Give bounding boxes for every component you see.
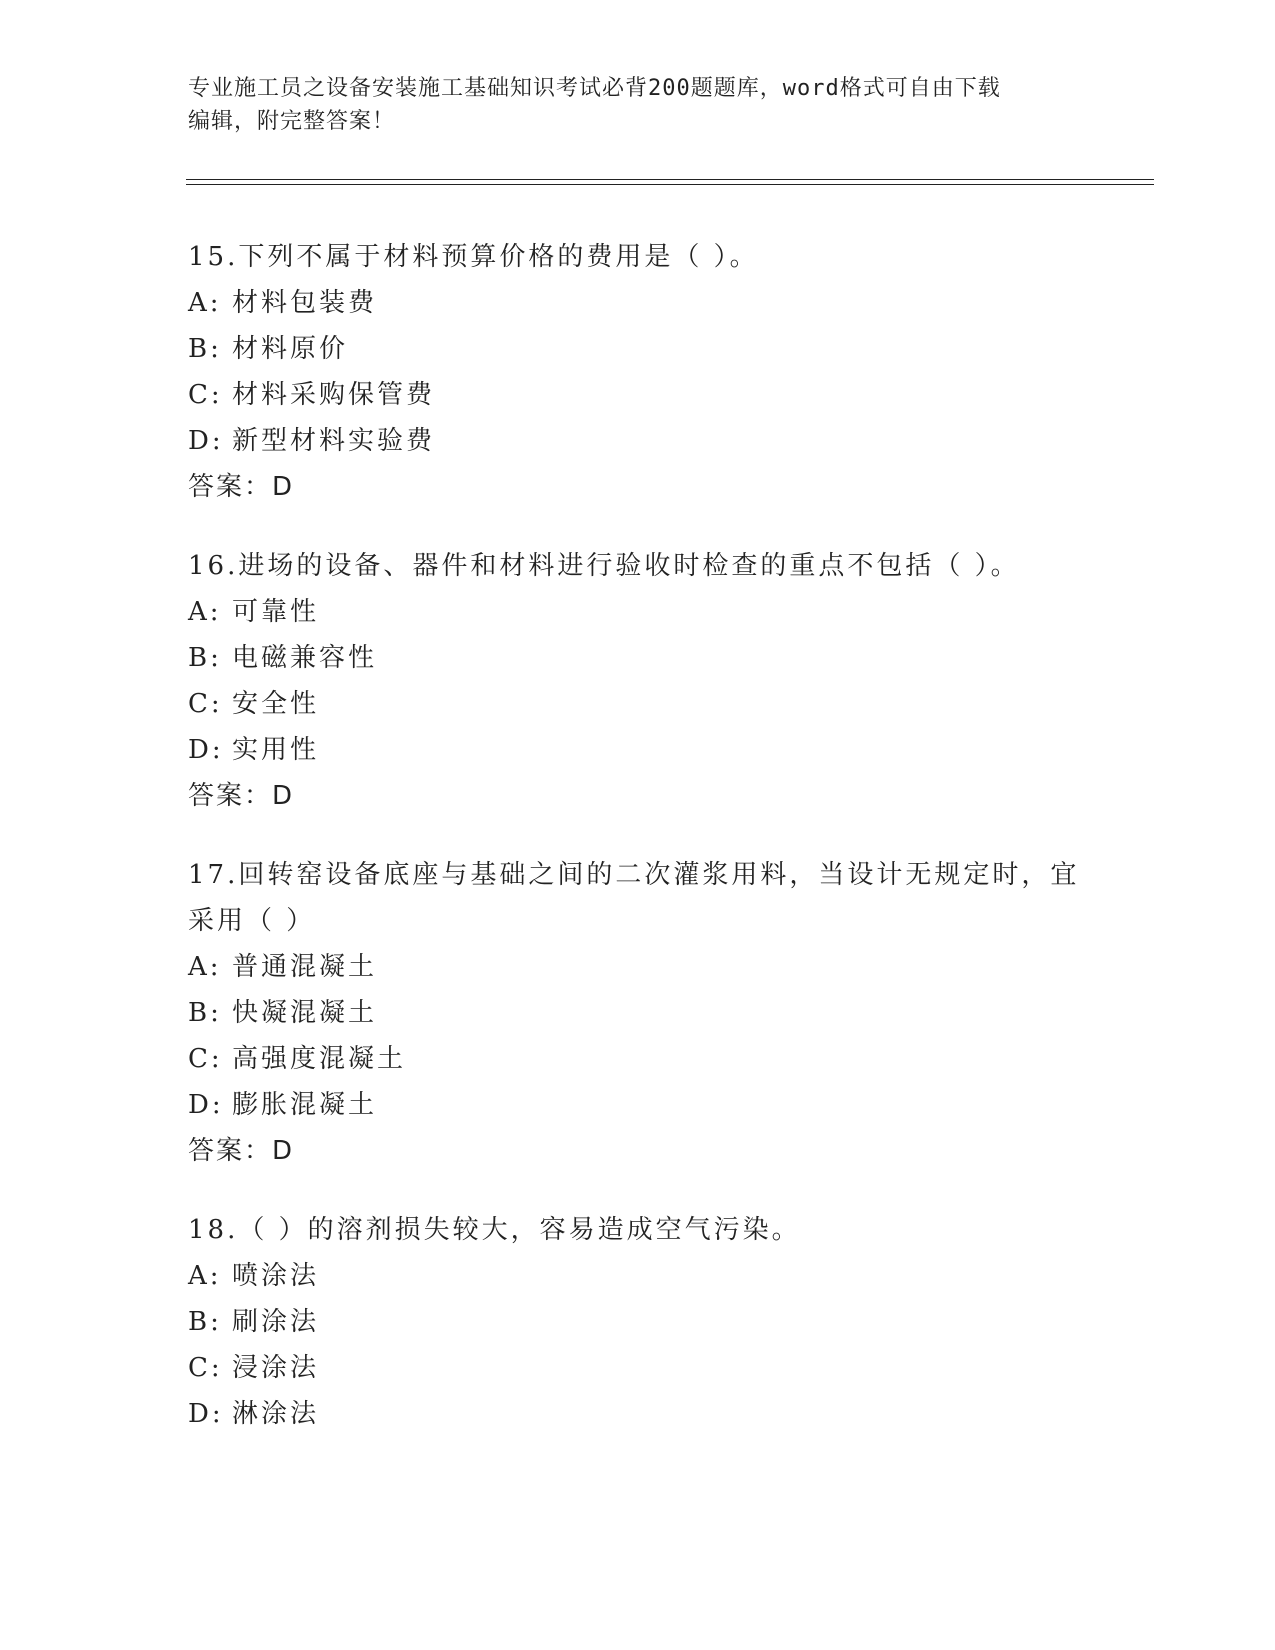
option-c bbox=[188, 372, 1088, 418]
option-b bbox=[188, 1299, 1088, 1345]
option-c bbox=[188, 1036, 1088, 1082]
option-text: 淋涂法 bbox=[232, 1399, 320, 1429]
option-text: 膨胀混凝土 bbox=[232, 1090, 378, 1120]
option-d bbox=[188, 1391, 1088, 1437]
option-key: A: bbox=[188, 597, 222, 627]
header-divider-bottom bbox=[186, 184, 1154, 185]
option-a bbox=[188, 944, 1088, 990]
option-key: A: bbox=[188, 288, 222, 318]
option-text: 浸涂法 bbox=[232, 1353, 320, 1383]
option-text: 安全性 bbox=[232, 689, 320, 719]
option-text: 高强度混凝土 bbox=[232, 1044, 407, 1074]
option-text: 材料采购保管费 bbox=[232, 380, 436, 410]
question-17 bbox=[188, 852, 1088, 1174]
option-key: B: bbox=[188, 998, 222, 1028]
question-15 bbox=[188, 234, 1088, 510]
option-key: A: bbox=[188, 952, 222, 982]
option-key: B: bbox=[188, 643, 222, 673]
question-text: 17.回转窑设备底座与基础之间的二次灌浆用料，当设计无规定时，宜采用（ ） bbox=[188, 860, 1080, 936]
option-a bbox=[188, 589, 1088, 635]
option-text: 喷涂法 bbox=[232, 1261, 320, 1291]
option-key: C: bbox=[188, 1353, 223, 1383]
question-16 bbox=[188, 543, 1088, 819]
option-text: 普通混凝土 bbox=[232, 952, 378, 982]
header-line-1: 专业施工员之设备安装施工基础知识考试必背200题题库，word格式可自由下载 bbox=[188, 76, 1001, 101]
option-key: C: bbox=[188, 1044, 223, 1074]
option-text: 材料包装费 bbox=[232, 288, 378, 318]
option-key: B: bbox=[188, 334, 222, 364]
option-d bbox=[188, 418, 1088, 464]
option-text: 实用性 bbox=[232, 735, 320, 765]
option-text: 可靠性 bbox=[232, 597, 320, 627]
question-text: 15.下列不属于材料预算价格的费用是（ ）。 bbox=[188, 242, 759, 272]
option-key: C: bbox=[188, 689, 223, 719]
question-text: 16.进场的设备、器件和材料进行验收时检查的重点不包括（ ）。 bbox=[188, 551, 1020, 581]
option-key: A: bbox=[188, 1261, 222, 1291]
header-line-2: 编辑，附完整答案！ bbox=[188, 109, 396, 134]
option-c bbox=[188, 1345, 1088, 1391]
question-text: 18.（ ）的溶剂损失较大，容易造成空气污染。 bbox=[188, 1215, 801, 1245]
option-a bbox=[188, 1253, 1088, 1299]
option-text: 新型材料实验费 bbox=[232, 426, 436, 456]
option-c bbox=[188, 681, 1088, 727]
option-text: 快凝混凝土 bbox=[232, 998, 378, 1028]
answer-line: 答案：D bbox=[188, 472, 295, 502]
document-header bbox=[188, 72, 1068, 138]
option-text: 刷涂法 bbox=[232, 1307, 320, 1337]
answer-line: 答案：D bbox=[188, 1136, 295, 1166]
question-18 bbox=[188, 1207, 1088, 1437]
option-a bbox=[188, 280, 1088, 326]
question-list bbox=[188, 234, 1088, 1470]
option-key: B: bbox=[188, 1307, 222, 1337]
option-b bbox=[188, 635, 1088, 681]
answer-line: 答案：D bbox=[188, 781, 295, 811]
header-divider-top bbox=[186, 179, 1154, 180]
option-text: 电磁兼容性 bbox=[232, 643, 378, 673]
option-key: D: bbox=[188, 1399, 224, 1429]
option-key: D: bbox=[188, 1090, 224, 1120]
option-d bbox=[188, 1082, 1088, 1128]
option-d bbox=[188, 727, 1088, 773]
option-b bbox=[188, 990, 1088, 1036]
option-key: D: bbox=[188, 426, 224, 456]
option-key: D: bbox=[188, 735, 224, 765]
option-key: C: bbox=[188, 380, 223, 410]
option-text: 材料原价 bbox=[232, 334, 349, 364]
option-b bbox=[188, 326, 1088, 372]
